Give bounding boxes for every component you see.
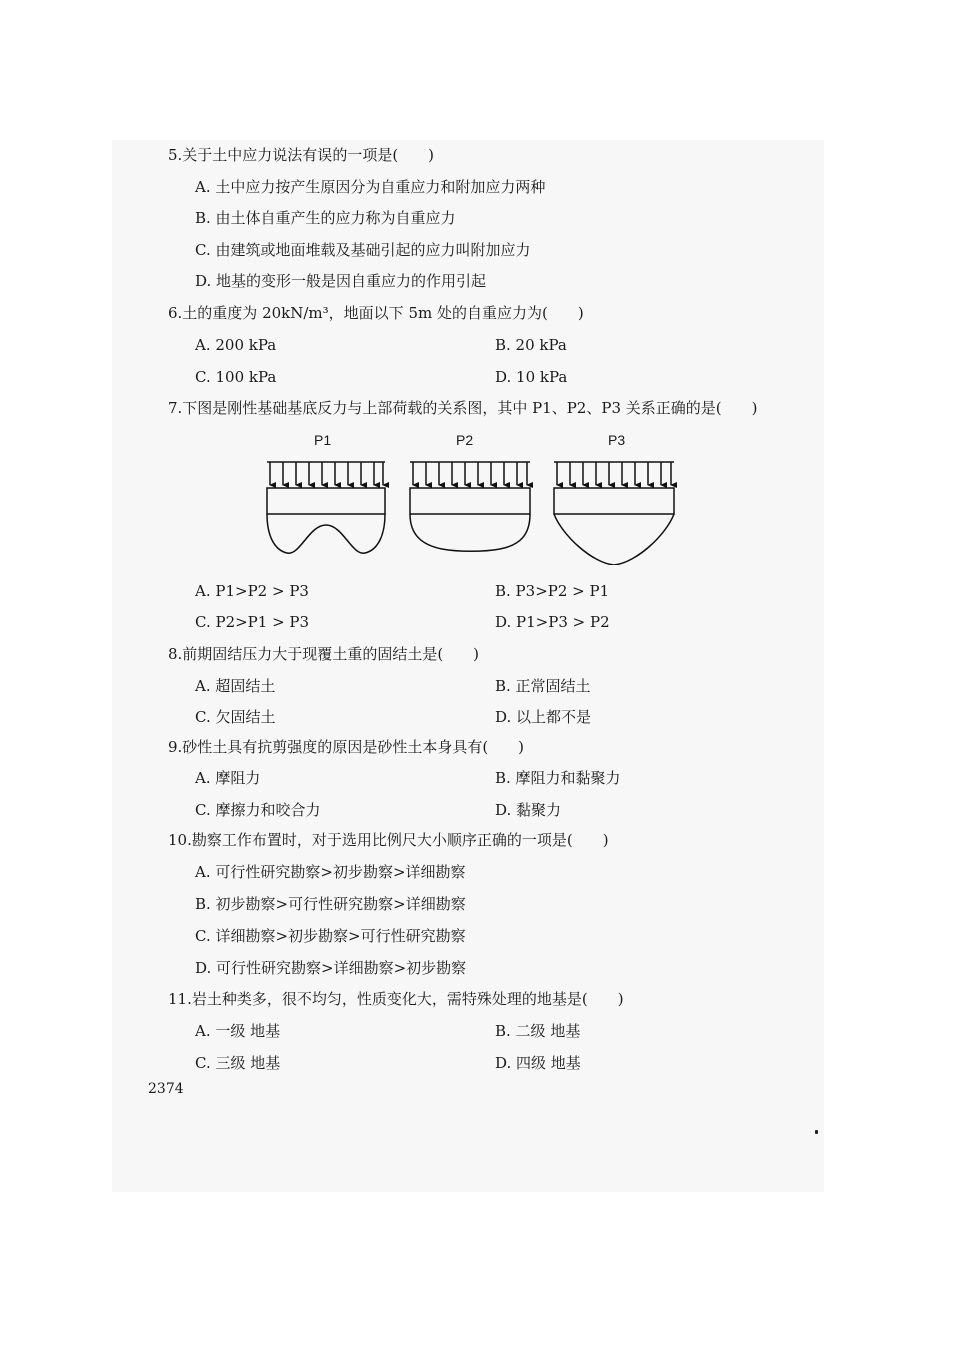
question-10-stem: 10.勘察工作布置时，对于选用比例尺大小顺序正确的一项是( ) [168, 831, 609, 849]
figure-label-p1: P1 [314, 432, 332, 448]
question-7-option-d: D. P1>P3 > P2 [495, 613, 610, 631]
question-10-option-a: A. 可行性研究勘察>初步勘察>详细勘察 [195, 863, 466, 881]
question-5-option-d: D. 地基的变形一般是因自重应力的作用引起 [195, 272, 487, 290]
question-5-option-c: C. 由建筑或地面堆载及基础引起的应力叫附加应力 [195, 241, 531, 259]
reaction-curve-p1 [267, 514, 385, 553]
question-6-stem: 6.土的重度为 20kN/m³，地面以下 5m 处的自重应力为( ) [168, 304, 584, 322]
question-10-option-d: D. 可行性研究勘察>详细勘察>初步勘察 [195, 959, 467, 977]
question-10-option-c: C. 详细勘察>初步勘察>可行性研究勘察 [195, 927, 466, 945]
load-arrows-p3 [557, 462, 671, 485]
question-9-option-b: B. 摩阻力和黏聚力 [495, 769, 621, 787]
question-9-option-a: A. 摩阻力 [195, 769, 261, 787]
question-9-option-c: C. 摩擦力和咬合力 [195, 801, 321, 819]
foundation-slab-p3 [554, 488, 674, 514]
question-11-option-a: A. 一级 地基 [195, 1022, 281, 1040]
question-7-option-b: B. P3>P2 > P1 [495, 582, 610, 600]
page-number: 2374 [148, 1081, 184, 1097]
question-10-option-b: B. 初步勘察>可行性研究勘察>详细勘察 [195, 895, 466, 913]
question-9-option-d: D. 黏聚力 [495, 801, 562, 819]
load-arrows-p2 [413, 462, 527, 485]
question-5-option-a: A. 土中应力按产生原因分为自重应力和附加应力两种 [195, 178, 546, 196]
question-11-option-d: D. 四级 地基 [495, 1054, 581, 1072]
reaction-curve-p2 [410, 514, 530, 551]
diagram-p2 [410, 462, 530, 551]
question-8-stem: 8.前期固结压力大于现覆土重的固结土是( ) [168, 645, 480, 663]
question-8-option-b: B. 正常固结土 [495, 677, 591, 695]
figure-label-p2: P2 [456, 432, 474, 448]
question-5-stem: 5.关于土中应力说法有误的一项是( ) [168, 146, 435, 164]
question-8-option-a: A. 超固结土 [195, 677, 276, 695]
question-7-option-a: A. P1>P2 > P3 [195, 582, 309, 600]
question-8-option-c: C. 欠固结土 [195, 708, 276, 726]
question-7-option-c: C. P2>P1 > P3 [195, 613, 310, 631]
question-7-stem: 7.下图是刚性基础基底反力与上部荷载的关系图，其中 P1、P2、P3 关系正确的是( ) [168, 399, 758, 417]
question-8-option-d: D. 以上都不是 [495, 708, 592, 726]
foundation-slab-p1 [267, 488, 385, 514]
question-5-option-b: B. 由土体自重产生的应力称为自重应力 [195, 209, 456, 227]
question-6-option-d: D. 10 kPa [495, 368, 568, 386]
question-11-option-b: B. 二级 地基 [495, 1022, 581, 1040]
load-arrows-p1 [270, 462, 383, 485]
diagram-p3 [554, 462, 674, 565]
figure-label-p3: P3 [608, 432, 626, 448]
foundation-reaction-diagram [262, 455, 682, 565]
foundation-slab-p2 [410, 488, 530, 514]
scan-speck [815, 1130, 818, 1134]
question-6-option-b: B. 20 kPa [495, 336, 567, 354]
question-6-option-c: C. 100 kPa [195, 368, 277, 386]
question-11-option-c: C. 三级 地基 [195, 1054, 281, 1072]
question-11-stem: 11.岩土种类多，很不均匀，性质变化大，需特殊处理的地基是( ) [168, 990, 624, 1008]
reaction-curve-p3 [554, 514, 674, 565]
question-6-option-a: A. 200 kPa [195, 336, 277, 354]
question-9-stem: 9.砂性土具有抗剪强度的原因是砂性土本身具有( ) [168, 738, 525, 756]
diagram-p1 [267, 462, 385, 553]
